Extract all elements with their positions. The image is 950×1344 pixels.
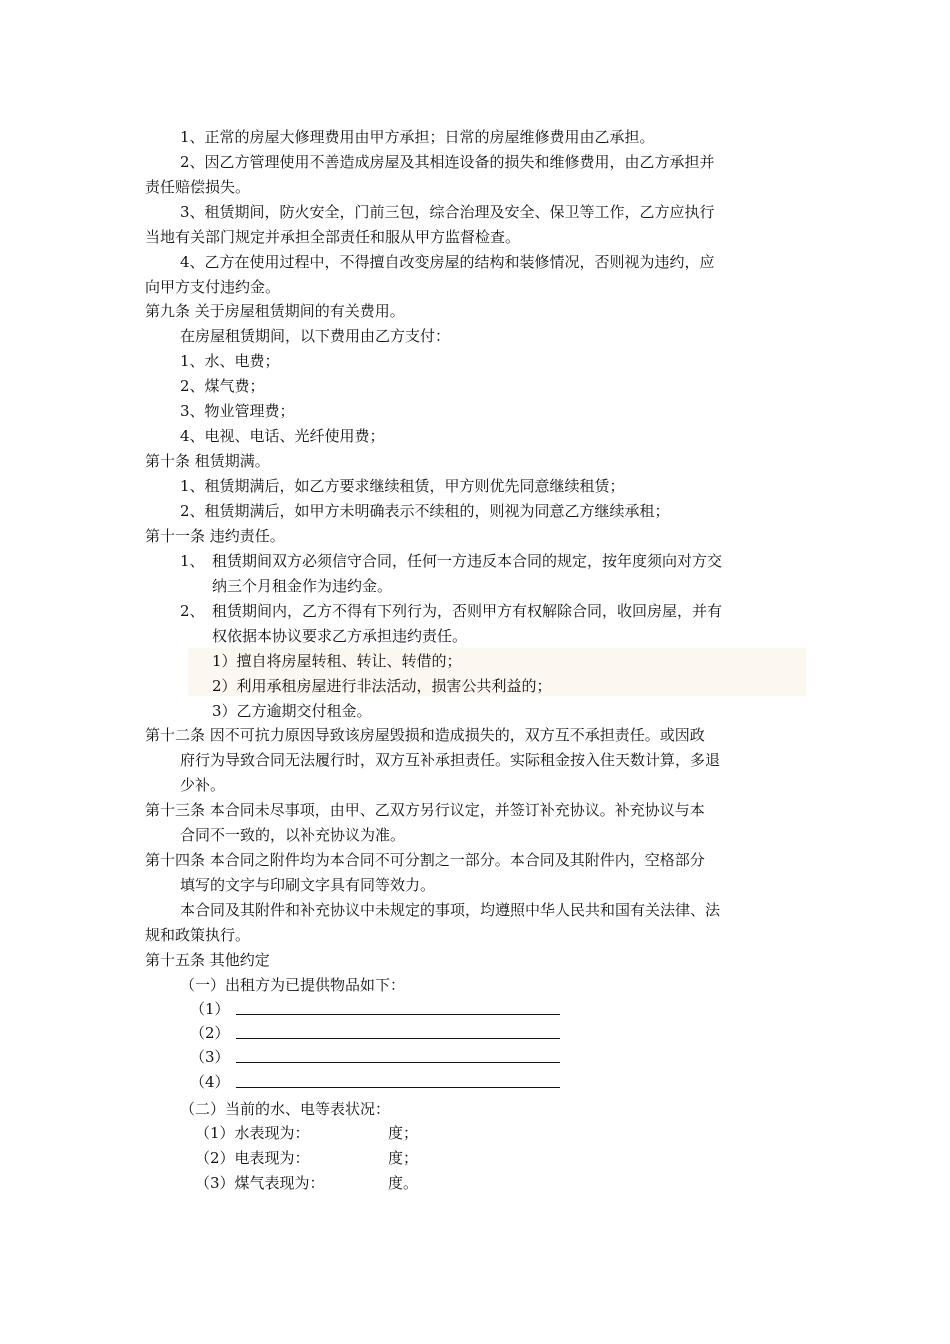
clause15-part1-title: （一）出租方为已提供物品如下： — [180, 976, 406, 994]
provided-item-2 — [190, 1022, 560, 1044]
clause11-subitem-1: 1）擅自将房屋转租、转让、转借的； — [212, 652, 462, 670]
provided-item-blank[interactable] — [236, 1047, 560, 1063]
clause9-title: 第九条 关于房屋租赁期间的有关费用。 — [145, 302, 405, 320]
clause9-item-3: 3、物业管理费； — [180, 402, 295, 420]
provided-item-4 — [190, 1071, 560, 1093]
provided-item-label: （4） — [190, 1073, 230, 1091]
clause8-item-4-cont: 向甲方支付违约金。 — [145, 278, 281, 296]
clause11-item2-line1: 租赁期间内，乙方不得有下列行为，否则甲方有权解除合同，收回房屋，并有 — [212, 602, 723, 620]
provided-item-blank[interactable] — [236, 1072, 560, 1088]
clause14-line2: 填写的文字与印刷文字具有同等效力。 — [180, 876, 436, 894]
provided-item-label: （3） — [190, 1048, 230, 1066]
clause8-item-4: 4、乙方在使用过程中，不得擅自改变房屋的结构和装修情况，否则视为违约，应 — [180, 253, 715, 271]
provided-item-blank[interactable] — [236, 1023, 560, 1039]
meter-electric-label: （2）电表现为： — [195, 1149, 310, 1167]
general-line1: 本合同及其附件和补充协议中未规定的事项，均遵照中华人民共和国有关法律、法 — [180, 901, 721, 919]
clause12-line2: 府行为导致合同无法履行时，双方互补承担责任。实际租金按入住天数计算，多退 — [180, 751, 721, 769]
clause13-line1: 第十三条 本合同未尽事项，由甲、乙双方另行议定，并签订补充协议。补充协议与本 — [145, 801, 705, 819]
clause9-item-2: 2、煤气费； — [180, 377, 265, 395]
clause8-item-3: 3、租赁期间，防火安全，门前三包，综合治理及安全、保卫等工作，乙方应执行 — [180, 203, 715, 221]
meter-water-label: （1）水表现为： — [195, 1124, 310, 1142]
general-line2: 规和政策执行。 — [145, 926, 251, 944]
clause11-item2-number: 2、 — [180, 602, 205, 620]
provided-item-1 — [190, 998, 560, 1020]
clause10-item-1: 1、租赁期满后，如乙方要求继续租赁，甲方则优先同意继续租赁； — [180, 477, 625, 495]
clause14-line1: 第十四条 本合同之附件均为本合同不可分割之一部分。本合同及其附件内，空格部分 — [145, 851, 705, 869]
clause9-item-4: 4、电视、电话、光纤使用费； — [180, 427, 385, 445]
clause8-item-1: 1、正常的房屋大修理费用由甲方承担；日常的房屋维修费用由乙承担。 — [180, 128, 655, 146]
clause9-item-1: 1、水、电费； — [180, 352, 280, 370]
clause11-item1-line1: 租赁期间双方必须信守合同，任何一方违反本合同的规定，按年度须向对方交 — [212, 552, 723, 570]
clause11-title: 第十一条 违约责任。 — [145, 527, 285, 545]
clause15-part2-title: （二）当前的水、电等表状况： — [180, 1100, 391, 1118]
clause15-title: 第十五条 其他约定 — [145, 951, 270, 969]
clause12-line3: 少补。 — [180, 776, 226, 794]
clause11-subitem-2: 2）利用承租房屋进行非法活动，损害公共利益的； — [212, 677, 552, 695]
clause11-item2-line2: 权依据本协议要求乙方承担违约责任。 — [212, 627, 468, 645]
clause11-item1-number: 1、 — [180, 552, 205, 570]
clause11-subitem-3: 3）乙方逾期交付租金。 — [212, 702, 372, 720]
clause8-item-2: 2、因乙方管理使用不善造成房屋及其相连设备的损失和维修费用，由乙方承担并 — [180, 153, 715, 171]
meter-gas-unit: 度。 — [388, 1174, 419, 1192]
clause10-title: 第十条 租赁期满。 — [145, 452, 270, 470]
clause8-item-3-cont: 当地有关部门规定并承担全部责任和服从甲方监督检查。 — [145, 228, 521, 246]
meter-gas-label: （3）煤气表现为： — [195, 1174, 325, 1192]
provided-item-label: （2） — [190, 1024, 230, 1042]
clause9-intro: 在房屋租赁期间，以下费用由乙方支付： — [180, 327, 451, 345]
provided-item-blank[interactable] — [236, 999, 560, 1015]
meter-electric-unit: 度； — [388, 1149, 419, 1167]
clause13-line2: 合同不一致的，以补充协议为准。 — [180, 826, 406, 844]
provided-item-label: （1） — [190, 1000, 230, 1018]
meter-water-unit: 度； — [388, 1124, 419, 1142]
clause11-item1-line2: 纳三个月租金作为违约金。 — [212, 577, 393, 595]
provided-item-3 — [190, 1046, 560, 1068]
clause12-line1: 第十二条 因不可抗力原因导致该房屋毁损和造成损失的，双方互不承担责任。或因政 — [145, 726, 705, 744]
clause10-item-2: 2、租赁期满后，如甲方未明确表示不续租的，则视为同意乙方继续承租； — [180, 502, 670, 520]
clause8-item-2-cont: 责任赔偿损失。 — [145, 178, 251, 196]
